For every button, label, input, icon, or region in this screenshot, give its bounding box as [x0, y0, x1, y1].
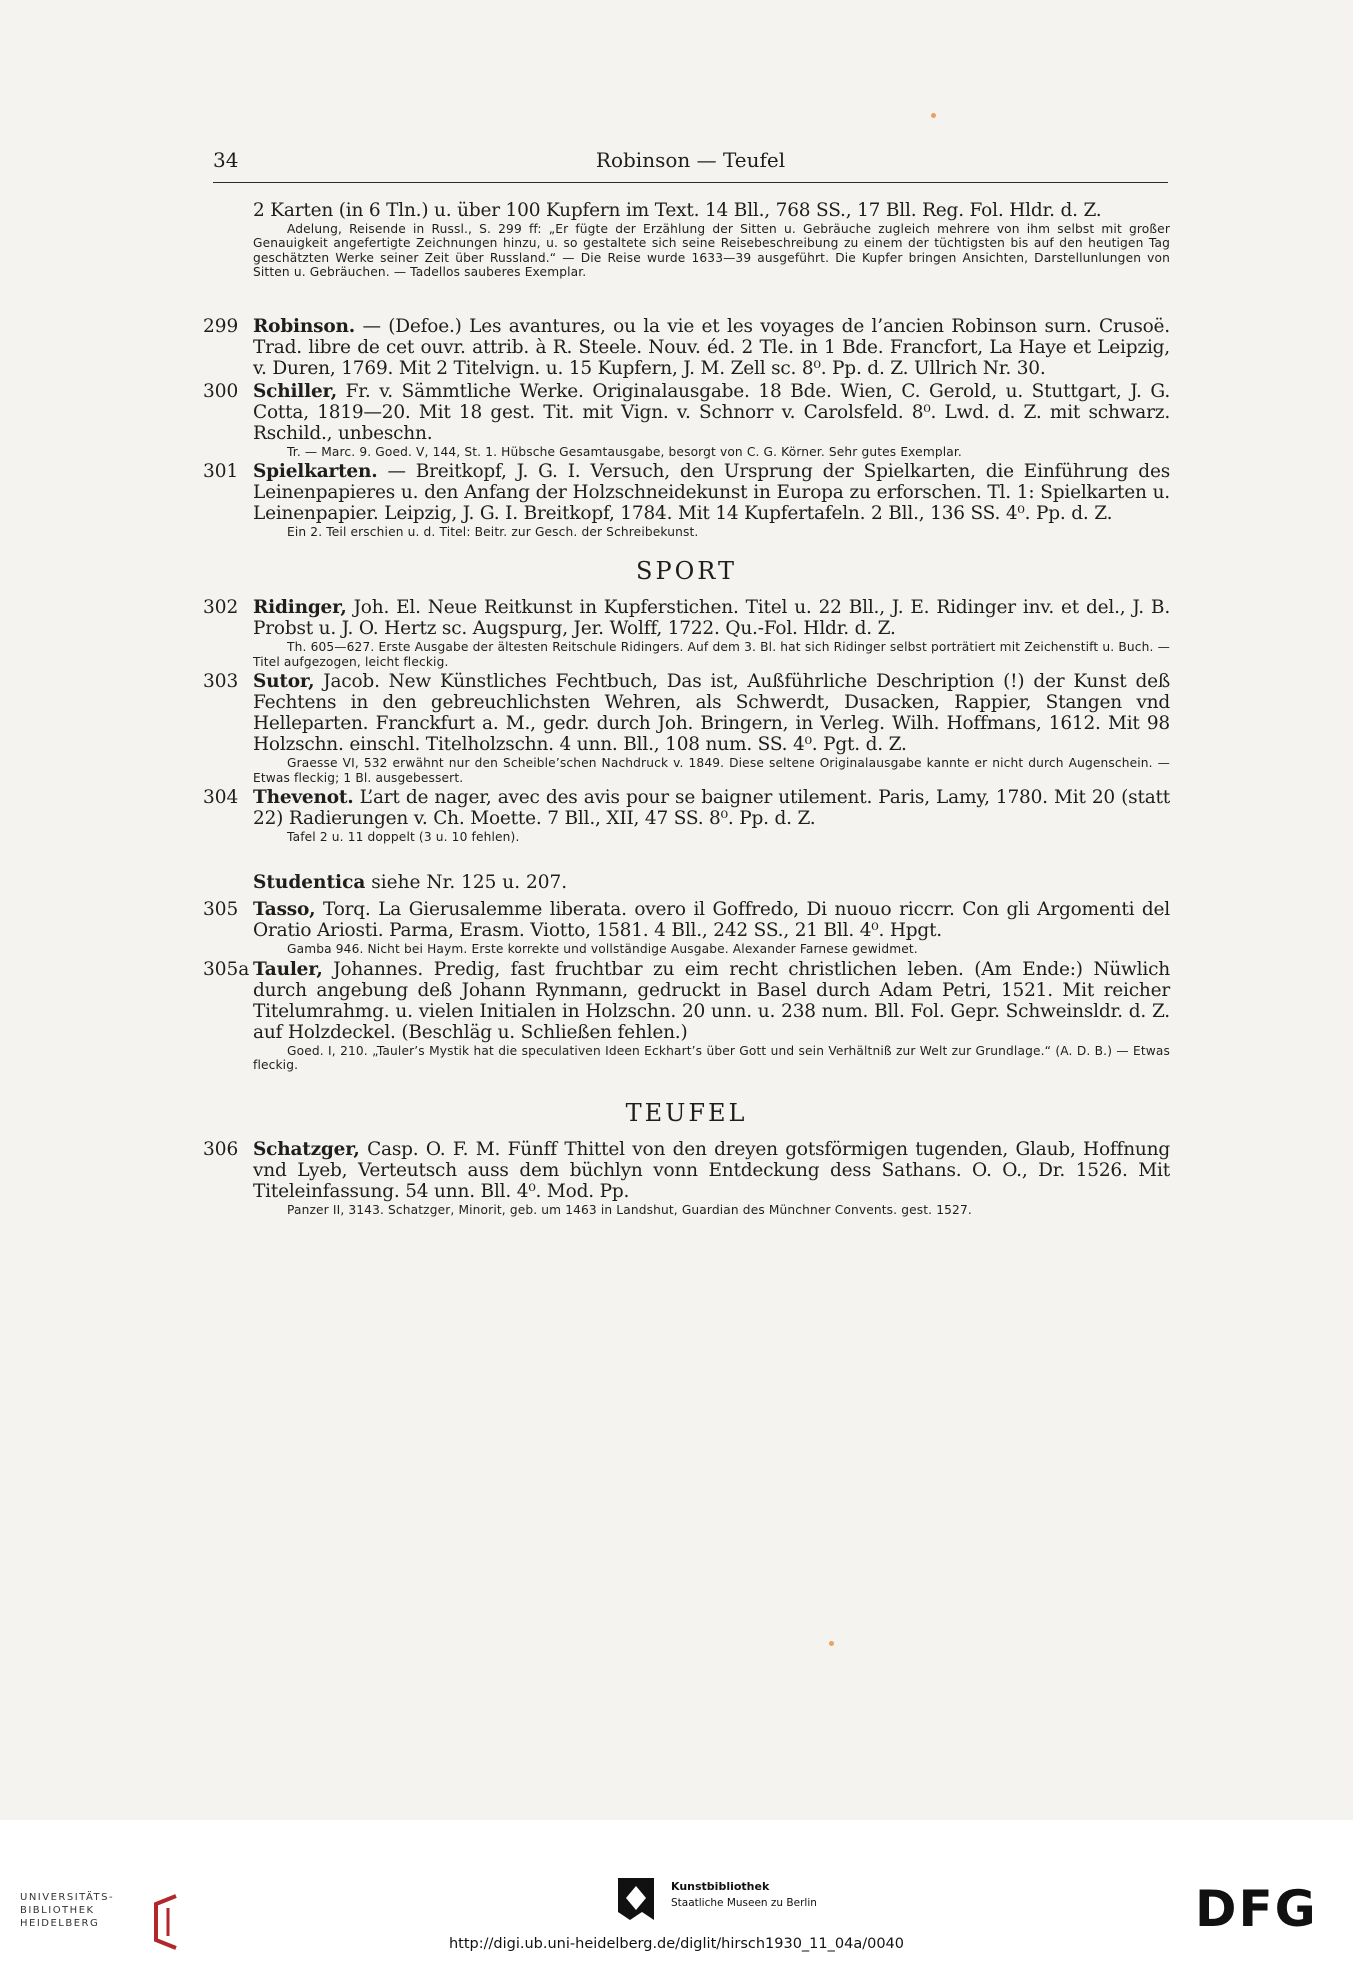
entry-note: Tr. — Marc. 9. Goed. V, 144, St. 1. Hübsche Gesamtausgabe, besorgt von C. G. Körner. Sehr gutes Exemplar. [287, 444, 962, 459]
catalog-entry [203, 671, 1170, 785]
entry-note: Gamba 946. Nicht bei Haym. Erste korrekte und vollständige Ausgabe. Alexander Farnese gewidmet. [287, 942, 918, 957]
entry-number: 302 [203, 597, 239, 619]
entry-description: Fr. v. Sämmtliche Werke. Originalausgabe. 18 Bde. Wien, C. Gerold, u. Stuttgart, J. G. Cotta, 1819—20. Mit 18 gest. Tit. mit Vign. v. Schnorr v. Carolsfeld. 8⁰. Lwd. d. Z. mit schwarz. Rschild., unbeschn. [253, 380, 1170, 444]
catalog-entry [203, 316, 1170, 379]
catalog-entry [203, 381, 1170, 459]
entry-description: — Breitkopf, J. G. I. Versuch, den Ursprung der Spielkarten, die Einführung des Leinenpapieres u. den Anfang der Holzschneidekunst in Europa zu erforschen. Tl. 1: Spielkarten u. Leinenpapier. Leipzig, J. G. I. Breitkopf, 1784. Mit 14 Kupfertafeln. 2 Bll., 136 SS. 4⁰. Pp. d. Z. [253, 461, 1170, 525]
entry-heading: Schiller, [253, 380, 337, 402]
ub-heidelberg-logo[interactable]: UNIVERSITÄTS- BIBLIOTHEK HEIDELBERG [20, 1892, 170, 1952]
entry-heading: Sutor, [253, 671, 315, 693]
catalog-entry [203, 597, 1170, 669]
entry-heading: Schatzger, [253, 1138, 360, 1160]
section-heading-sport: SPORT [636, 557, 737, 586]
dfg-logo[interactable]: DFG [1195, 1880, 1318, 1938]
catalog-entry [203, 1139, 1170, 1217]
entry-text: 2 Karten (in 6 Tln.) u. über 100 Kupfern im Text. 14 Bll., 768 SS., 17 Bll. Reg. Fol. Hldr. d. Z. [253, 200, 1102, 221]
entry-text [253, 787, 1170, 829]
entry-number: 303 [203, 671, 239, 693]
running-head [213, 146, 1168, 183]
entry-heading: Robinson. [253, 315, 355, 337]
cross-reference-term: Studentica [253, 872, 366, 894]
page-number: 34 [213, 148, 239, 172]
entry-description: — (Defoe.) Les avantures, ou la vie et les voyages de l’ancien Robinson surn. Crusoë. Trad. libre de cet ouvr. attrib. à R. Steele. Nouv. éd. 2 Tle. in 1 Bde. Francfort, La Haye et Leipzig, v. Duren, 1769. Mit 2 Titelvign. u. 15 Kupfern, J. M. Zell sc. 8⁰. Pp. d. Z. Ullrich Nr. 30. [253, 315, 1170, 379]
entry-text [253, 1139, 1170, 1202]
entry-text [253, 381, 1170, 444]
entry-description: L’art de nager, avec des avis pour se baigner utilement. Paris, Lamy, 1780. Mit 20 (statt 22) Radierungen v. Ch. Moette. 7 Bll., XII, 47 SS. 8⁰. Pp. d. Z. [253, 787, 1170, 830]
stain-mark [829, 1641, 834, 1646]
entry-note: Th. 605—627. Erste Ausgabe der ältesten Reitschule Ridingers. Auf dem 3. Bl. hat sich Ridinger selbst porträtiert mit Zeichenstift u. Buch. — Titel aufgezogen, leicht fleckig. [253, 640, 1170, 669]
entry-text [253, 899, 1170, 941]
entry-note: Adelung, Reisende in Russl., S. 299 ff: „Er fügte der Erzählung der Sitten u. Gebräuche zugleich mehrere von ihm selbst mit großer Genauigkeit angefertigte Zeichnungen hinzu, u. so gestaltete sich seine Reisebeschreibung zu einem der tüchtigsten bis auf den heutigen Tag geschätzten Werke seiner Zeit über Russland.“ — Die Reise wurde 1633—39 ausgeführt. Die Kupfer bringen Ansichten, Darstellunlungen von Sitten u. Gebräuchen. — Tadellos sauberes Exemplar. [253, 222, 1170, 280]
entry-heading: Spielkarten. [253, 461, 378, 483]
entry-text [253, 461, 1170, 524]
page-url[interactable]: http://digi.ub.uni-heidelberg.de/diglit/hirsch1930_11_04a/0040 [448, 1936, 905, 1952]
entry-heading: Tasso, [253, 899, 316, 921]
entry-heading: Thevenot. [253, 787, 354, 809]
entry-heading: Ridinger, [253, 597, 347, 619]
section-heading-teufel: TEUFEL [625, 1098, 748, 1127]
entry-number: 305 [203, 899, 239, 921]
entry-heading: Tauler, [253, 958, 323, 980]
entry-number: 301 [203, 461, 239, 483]
entry-note: Panzer II, 3143. Schatzger, Minorit, geb. um 1463 in Landshut, Guardian des Münchner Convents. gest. 1527. [287, 1202, 972, 1217]
cross-reference [203, 872, 1170, 893]
entry-group-1 [203, 316, 1170, 540]
entry-number: 305a [203, 958, 250, 980]
entry-group-3 [203, 899, 1170, 1072]
catalog-entry [203, 899, 1170, 956]
entry-number: 300 [203, 380, 239, 402]
kunstbibliothek-emblem-icon [616, 1878, 656, 1920]
running-title: Robinson — Teufel [595, 148, 786, 172]
entry-text [253, 597, 1170, 639]
kunstbibliothek-logo[interactable] [616, 1878, 856, 1924]
footer-bar [0, 1820, 1353, 1962]
catalog-text [203, 200, 1170, 1219]
entry-note: Tafel 2 u. 11 doppelt (3 u. 10 fehlen). [287, 830, 520, 845]
entry-group-2 [203, 597, 1170, 844]
entry-note: Goed. I, 210. „Tauler’s Mystik hat die speculativen Ideen Eckhart’s über Gott und sein Verhältniß zur Welt zur Grundlage.“ (A. D. B.) — Etwas fleckig. [253, 1043, 1170, 1073]
cross-reference-text: siehe Nr. 125 u. 207. [365, 872, 568, 894]
entry-description: Joh. El. Neue Reitkunst in Kupferstichen. Titel u. 22 Bll., J. E. Ridinger inv. et del., J. B. Probst u. J. O. Hertz sc. Augspurg, Jer. Wolff, 1722. Qu.-Fol. Hldr. d. Z. [253, 597, 1170, 640]
catalog-entry [203, 461, 1170, 539]
entry-description: Johannes. Predig, fast fruchtbar zu eim recht christlichen leben. (Am Ende:) Nüwlich durch angebung deß Johann Rynmann, gedruckt in Basel durch Adam Petri, 1521. Mit reicher Titelumrahmg. u. vielen Initialen in Holzschn. 20 unn. u. 238 num. Bll. Fol. Gepr. Schweinsldr. d. Z. auf Holzdeckel. (Beschläg u. Schließen fehlen.) [253, 958, 1170, 1043]
entry-description: Jacob. New Künstliches Fechtbuch, Das ist, Außführliche Deschription (!) der Kunst deß Fechtens in den gebreuchlichsten Wehren, als Schwerdt, Dusacken, Rappier, Stangen vnd Helleparten. Franckfurt a. M., gedr. durch Joh. Bringern, in Verleg. Wilh. Hoffmans, 1612. Mit 98 Holzschn. einschl. Titelholzschn. 4 unn. Bll., 108 num. SS. 4⁰. Pgt. d. Z. [253, 671, 1170, 756]
entry-text [253, 959, 1170, 1043]
catalog-entry [203, 787, 1170, 844]
kunstbibliothek-name: Kunstbibliothek [671, 1880, 770, 1893]
entry-number: 304 [203, 787, 239, 809]
entry-note: Ein 2. Teil erschien u. d. Titel: Beitr. zur Gesch. der Schreibekunst. [287, 525, 699, 540]
entry-number: 306 [203, 1138, 239, 1160]
entry-text [253, 671, 1170, 755]
kunstbibliothek-subtitle: Staatliche Museen zu Berlin [671, 1897, 817, 1909]
entry-group-4 [203, 1139, 1170, 1217]
entry-note: Graesse VI, 532 erwähnt nur den Scheible’schen Nachdruck v. 1849. Diese seltene Originalausgabe kannte er nicht durch Augenschein. — Etwas fleckig; 1 Bl. ausgebessert. [253, 756, 1170, 785]
entry-description: Casp. O. F. M. Fünff Thittel von den dreyen gotsförmigen tugenden, Glaub, Hoffnung vnd Lyeb, Verteutsch auss dem büchlyn vonn Entdeckung dess Sathans. O. O., Dr. 1526. Mit Titeleinfassung. 54 unn. Bll. 4⁰. Mod. Pp. [253, 1138, 1170, 1202]
entry-text [253, 316, 1170, 379]
stain-mark [931, 113, 936, 118]
continued-entry [203, 200, 1170, 280]
entry-number: 299 [203, 315, 239, 337]
catalog-entry [203, 959, 1170, 1073]
entry-description: Torq. La Gierusalemme liberata. overo il Goffredo, Di nuouo riccrr. Con gli Argomenti del Oratio Ariosti. Parma, Erasm. Viotto, 1581. 4 Bll., 242 SS., 21 Bll. 4⁰. Hpgt. [253, 899, 1170, 942]
